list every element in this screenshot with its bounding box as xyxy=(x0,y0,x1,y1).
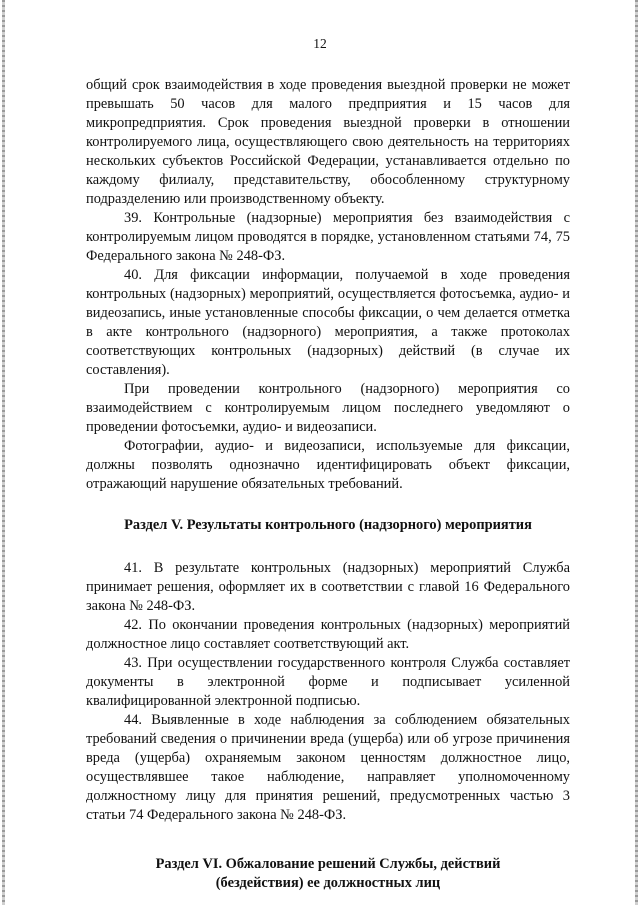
paragraph-43: 43. При осуществлении государственного контроля Служба составляет документы в электронной форме и подписывает усиленной квалифицированной электронной подписью. xyxy=(86,655,570,709)
paragraph-notification: При проведении контрольного (надзорного) мероприятия со взаимодействием с контролируемым лицом последнего уведомляют о проведении фотосъемки, аудио- и видеозаписи. xyxy=(86,381,570,435)
scan-edge-right xyxy=(635,0,638,905)
page-number: 12 xyxy=(313,36,327,51)
paragraph-39: 39. Контрольные (надзорные) мероприятия без взаимодействия с контролируемым лицом проводятся в порядке, установленном статьями 74, 75 Федерального закона № 248-ФЗ. xyxy=(86,210,570,264)
scan-edge-left xyxy=(2,0,5,905)
paragraph-44: 44. Выявленные в ходе наблюдения за соблюдением обязательных требований сведения о причинении вреда (ущерба) или об угрозе причинения вреда (ущерба) охраняемым законом ценностям должностное лицо, осуществлявшее такое наблюдение, направляет уполномоченному должностному лицу для принятия решений, предусмотренных частью 3 статьи 74 Федерального закона № 248-ФЗ. xyxy=(86,712,570,823)
section-6-heading xyxy=(86,855,570,893)
section-6-heading-line-2: (бездействия) ее должностных лиц xyxy=(215,875,441,891)
section-5-heading: Раздел V. Результаты контрольного (надзорного) мероприятия xyxy=(124,517,532,533)
paragraph-continuation: общий срок взаимодействия в ходе проведения выездной проверки не может превышать 50 часов для малого предприятия и 15 часов для микропредприятия. Срок проведения выездной проверки в отношении контролируемого лица, осуществляющего свою деятельность на территориях нескольких субъектов Российской Федерации, устанавливается отдельно по каждому филиалу, представительству, обособленному структурному подразделению или производственному объекту. xyxy=(86,77,570,207)
document-body xyxy=(86,76,570,893)
paragraph-42: 42. По окончании проведения контрольных (надзорных) мероприятий должностное лицо составляет соответствующий акт. xyxy=(86,617,570,652)
paragraph-41: 41. В результате контрольных (надзорных) мероприятий Служба принимает решения, оформляет их в соответствии с главой 16 Федерального закона № 248-ФЗ. xyxy=(86,560,570,614)
paragraph-photos: Фотографии, аудио- и видеозаписи, используемые для фиксации, должны позволять однозначно идентифицировать объект фиксации, отражающий нарушение обязательных требований. xyxy=(86,438,570,492)
section-6-heading-line-1: Раздел VI. Обжалование решений Службы, действий xyxy=(155,856,501,872)
paragraph-40: 40. Для фиксации информации, получаемой в ходе проведения контрольных (надзорных) мероприятий, осуществляется фотосъемка, аудио- и видеозапись, иные установленные способы фиксации, о чем делается отметка в акте контрольного (надзорного) мероприятия, а также протоколах соответствующих контрольных (надзорных) действий (в случае их составления). xyxy=(86,267,570,378)
